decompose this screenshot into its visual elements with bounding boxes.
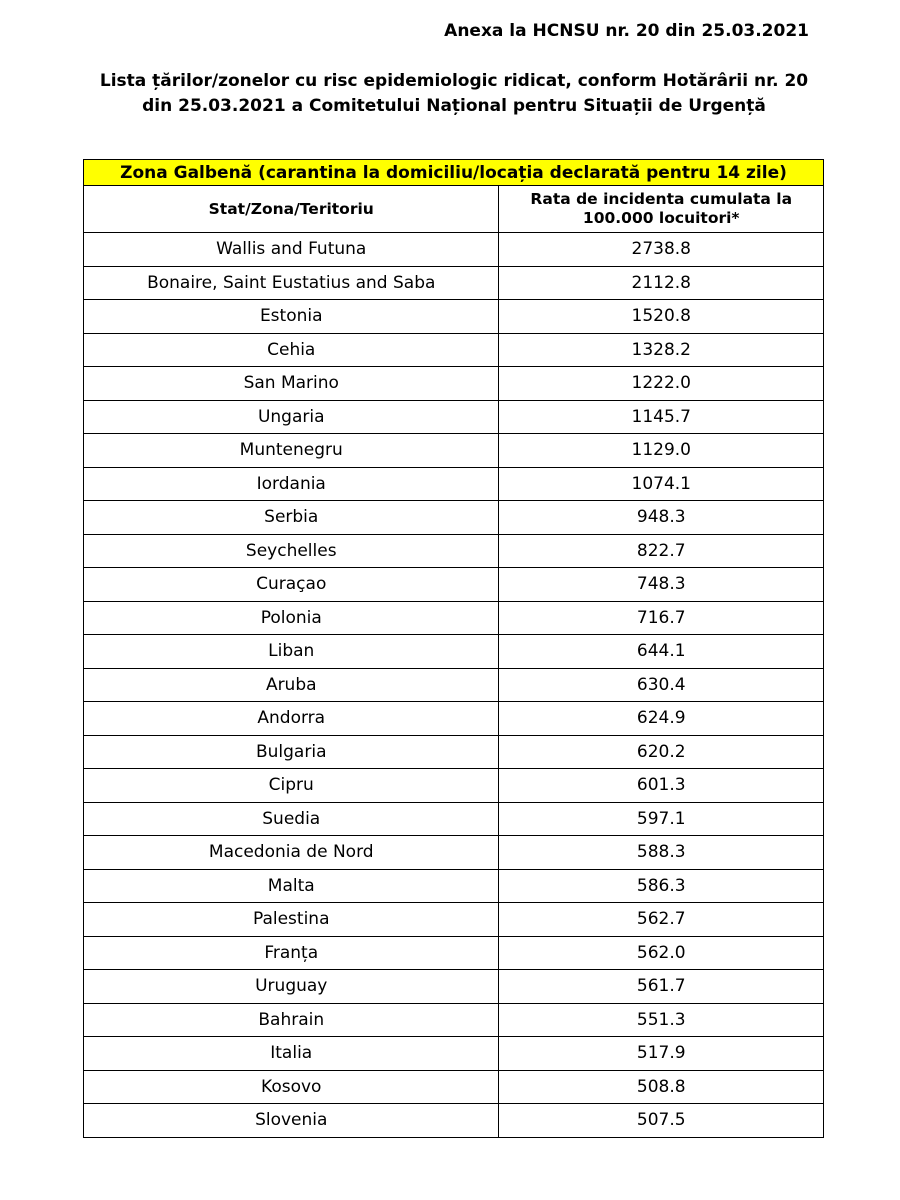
rate-cell: 2738.8 — [499, 233, 824, 267]
country-cell: Malta — [84, 869, 499, 903]
table-row — [84, 936, 824, 970]
table-row — [84, 400, 824, 434]
country-cell: Estonia — [84, 300, 499, 334]
rate-cell: 507.5 — [499, 1104, 824, 1138]
table-row — [84, 635, 824, 669]
rate-cell: 562.0 — [499, 936, 824, 970]
country-cell: San Marino — [84, 367, 499, 401]
table-row — [84, 802, 824, 836]
rate-cell: 601.3 — [499, 769, 824, 803]
country-cell: Bahrain — [84, 1003, 499, 1037]
zone-banner: Zona Galbenă (carantina la domiciliu/locația declarată pentru 14 zile) — [84, 160, 824, 186]
country-cell: Suedia — [84, 802, 499, 836]
country-cell: Polonia — [84, 601, 499, 635]
table-row — [84, 568, 824, 602]
rate-cell: 748.3 — [499, 568, 824, 602]
country-cell: Franța — [84, 936, 499, 970]
table-row — [84, 233, 824, 267]
table-row — [84, 869, 824, 903]
table-row — [84, 501, 824, 535]
country-cell: Kosovo — [84, 1070, 499, 1104]
risk-countries-table — [83, 159, 824, 1138]
rate-cell: 1328.2 — [499, 333, 824, 367]
rate-cell: 551.3 — [499, 1003, 824, 1037]
table-row — [84, 668, 824, 702]
table-row — [84, 367, 824, 401]
country-cell: Ungaria — [84, 400, 499, 434]
country-cell: Liban — [84, 635, 499, 669]
table-row — [84, 1003, 824, 1037]
header-rate: Rata de incidenta cumulata la 100.000 locuitori* — [499, 186, 824, 233]
rate-cell: 517.9 — [499, 1037, 824, 1071]
rate-cell: 2112.8 — [499, 266, 824, 300]
table-row — [84, 601, 824, 635]
country-cell: Uruguay — [84, 970, 499, 1004]
rate-cell: 1074.1 — [499, 467, 824, 501]
rate-cell: 630.4 — [499, 668, 824, 702]
rate-cell: 624.9 — [499, 702, 824, 736]
rate-cell: 562.7 — [499, 903, 824, 937]
rate-cell: 948.3 — [499, 501, 824, 535]
country-cell: Seychelles — [84, 534, 499, 568]
document-title: Lista țărilor/zonelor cu risc epidemiologic ridicat, conform Hotărârii nr. 20 din 25.03.2021 a Comitetului Național pentru Situații de Urgență — [99, 71, 809, 116]
country-cell: Palestina — [84, 903, 499, 937]
table-header-row — [84, 186, 824, 233]
table-row — [84, 534, 824, 568]
rate-cell: 1145.7 — [499, 400, 824, 434]
country-cell: Serbia — [84, 501, 499, 535]
table-row — [84, 1037, 824, 1071]
country-cell: Iordania — [84, 467, 499, 501]
table-row — [84, 1070, 824, 1104]
country-cell: Andorra — [84, 702, 499, 736]
table-row — [84, 970, 824, 1004]
table-row — [84, 702, 824, 736]
country-cell: Curaçao — [84, 568, 499, 602]
table-row — [84, 769, 824, 803]
rate-cell: 1222.0 — [499, 367, 824, 401]
country-cell: Italia — [84, 1037, 499, 1071]
rate-cell: 1129.0 — [499, 434, 824, 468]
rate-cell: 1520.8 — [499, 300, 824, 334]
country-cell: Bulgaria — [84, 735, 499, 769]
rate-cell: 588.3 — [499, 836, 824, 870]
rate-cell: 716.7 — [499, 601, 824, 635]
table-row — [84, 1104, 824, 1138]
country-cell: Slovenia — [84, 1104, 499, 1138]
rate-cell: 586.3 — [499, 869, 824, 903]
table-row — [84, 434, 824, 468]
table-row — [84, 903, 824, 937]
country-cell: Aruba — [84, 668, 499, 702]
table-row — [84, 836, 824, 870]
country-cell: Wallis and Futuna — [84, 233, 499, 267]
country-cell: Cehia — [84, 333, 499, 367]
rate-cell: 597.1 — [499, 802, 824, 836]
table-row — [84, 467, 824, 501]
country-cell: Cipru — [84, 769, 499, 803]
zone-banner-row — [84, 160, 824, 186]
country-cell: Bonaire, Saint Eustatius and Saba — [84, 266, 499, 300]
table-row — [84, 735, 824, 769]
table-row — [84, 333, 824, 367]
rate-cell: 508.8 — [499, 1070, 824, 1104]
table-row — [84, 300, 824, 334]
rate-cell: 561.7 — [499, 970, 824, 1004]
rate-cell: 644.1 — [499, 635, 824, 669]
table-row — [84, 266, 824, 300]
header-country: Stat/Zona/Teritoriu — [84, 186, 499, 233]
annex-reference: Anexa la HCNSU nr. 20 din 25.03.2021 — [444, 21, 809, 41]
rate-cell: 822.7 — [499, 534, 824, 568]
rate-cell: 620.2 — [499, 735, 824, 769]
country-cell: Macedonia de Nord — [84, 836, 499, 870]
country-cell: Muntenegru — [84, 434, 499, 468]
